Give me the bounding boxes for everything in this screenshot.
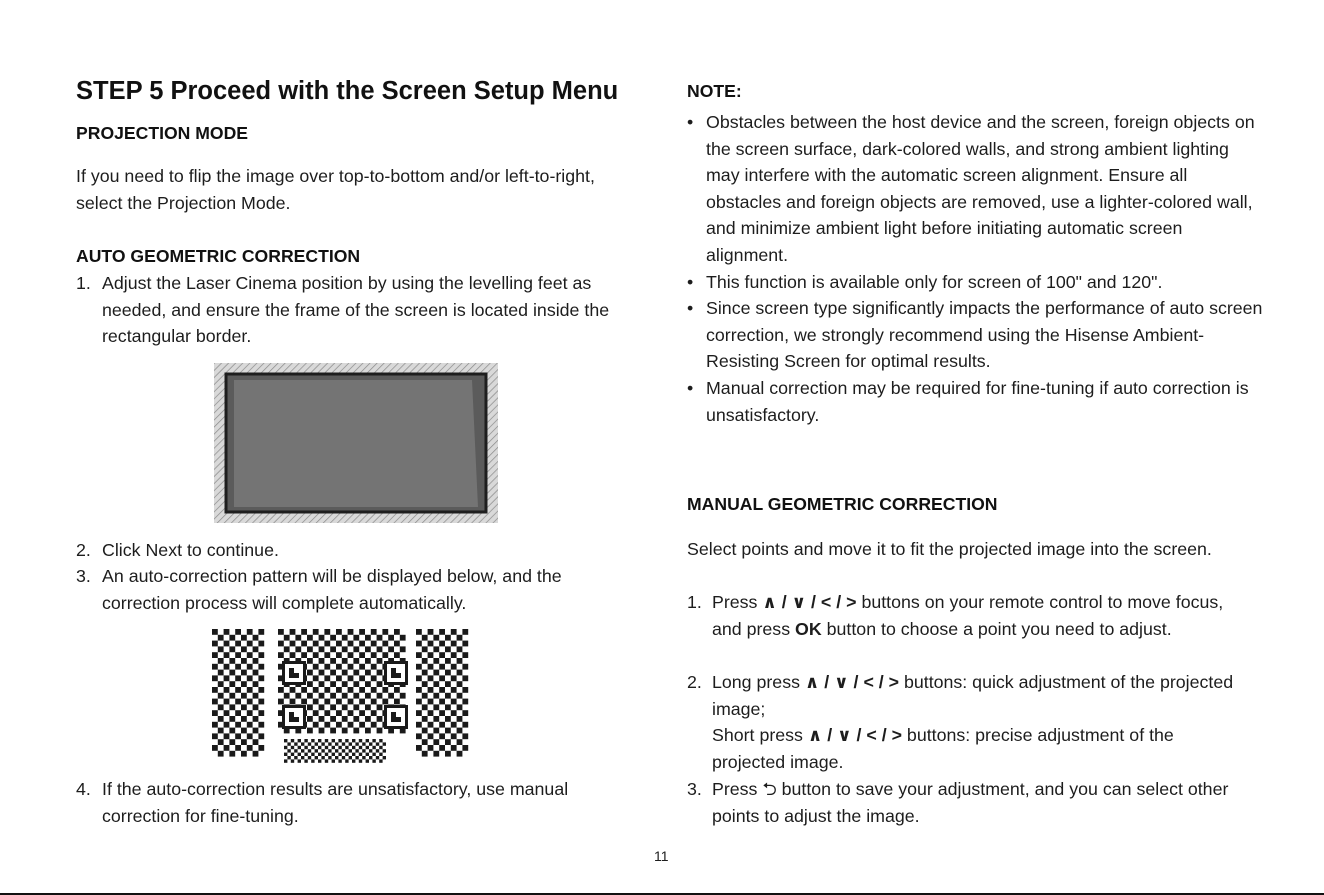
- page-number: 11: [654, 848, 669, 864]
- step-number: 1.: [687, 592, 702, 612]
- auto-correction-heading: AUTO GEOMETRIC CORRECTION: [76, 246, 361, 266]
- bullet-dot: •: [687, 112, 694, 132]
- step-number: 2.: [76, 540, 91, 560]
- manual-correction-intro: Select points and move it to fit the projected image into the screen.: [687, 539, 1212, 559]
- bullet-dot: •: [687, 378, 694, 398]
- auto-step-4-text: If the auto-correction results are unsatisfactory, use manual correction for fine-tuning.: [102, 779, 569, 826]
- note-bullet-3: Since screen type significantly impacts the performance of auto screen correction, we strongly recommend using the Hisense Ambient-Resisting Screen for optimal results.: [706, 298, 1263, 372]
- step-title: STEP 5 Proceed with the Screen Setup Menu: [76, 77, 619, 105]
- note-bullet-2: This function is available only for screen of 100" and 120".: [706, 272, 1163, 292]
- correction-pattern-illustration: [212, 629, 474, 763]
- projection-mode-heading: PROJECTION MODE: [76, 123, 249, 143]
- note-bullet-4: Manual correction may be required for fine-tuning if auto correction is unsatisfactory.: [706, 378, 1249, 425]
- direction-keys: ∧ / ∨ / < / >: [804, 672, 900, 692]
- projection-mode-text: If you need to flip the image over top-to-bottom and/or left-to-right, select the Projection Mode.: [76, 166, 595, 213]
- auto-step-2-text: Click Next to continue.: [102, 540, 279, 560]
- back-icon: ⮌: [762, 779, 777, 799]
- manual-step-1-text: Press ∧ / ∨ / < / > buttons on your remote control to move focus, and press OK button to choose a point you need to adjust.: [712, 592, 1224, 639]
- manual-correction-heading: MANUAL GEOMETRIC CORRECTION: [687, 494, 998, 514]
- note-heading: NOTE:: [687, 81, 742, 101]
- note-bullet-1: Obstacles between the host device and the screen, foreign objects on the screen surface, dark-colored walls, and strong ambient lighting may interfere with the automatic screen alignment. Ensure all obstacles and foreign objects are removed, use a lighter-colored wall, and minimize ambient light before initiating automatic screen alignment.: [706, 112, 1255, 265]
- step-number: 4.: [76, 779, 91, 799]
- step-number: 2.: [687, 672, 702, 692]
- bullet-dot: •: [687, 272, 694, 292]
- step-number: 3.: [76, 566, 91, 586]
- auto-step-1-text: Adjust the Laser Cinema position by using the levelling feet as needed, and ensure the frame of the screen is located inside the rectangular border.: [102, 273, 610, 347]
- manual-step-3-text: Press ⮌ button to save your adjustment, and you can select other points to adjust the image.: [712, 779, 1229, 826]
- auto-step-3-text: An auto-correction pattern will be displayed below, and the correction process will complete automatically.: [102, 566, 562, 613]
- screen-alignment-illustration: [214, 363, 498, 523]
- direction-keys: ∧ / ∨ / < / >: [762, 592, 857, 612]
- ok-key: OK: [795, 618, 822, 639]
- bullet-dot: •: [687, 298, 694, 318]
- manual-step-2-short-press: Short press ∧ / ∨ / < / > buttons: precise adjustment of the projected image.: [712, 725, 1174, 772]
- step-number: 3.: [687, 779, 702, 799]
- direction-keys: ∧ / ∨ / < / >: [807, 725, 902, 745]
- manual-step-2-long-press: Long press ∧ / ∨ / < / > buttons: quick adjustment of the projected image;: [712, 672, 1234, 719]
- step-number: 1.: [76, 273, 91, 293]
